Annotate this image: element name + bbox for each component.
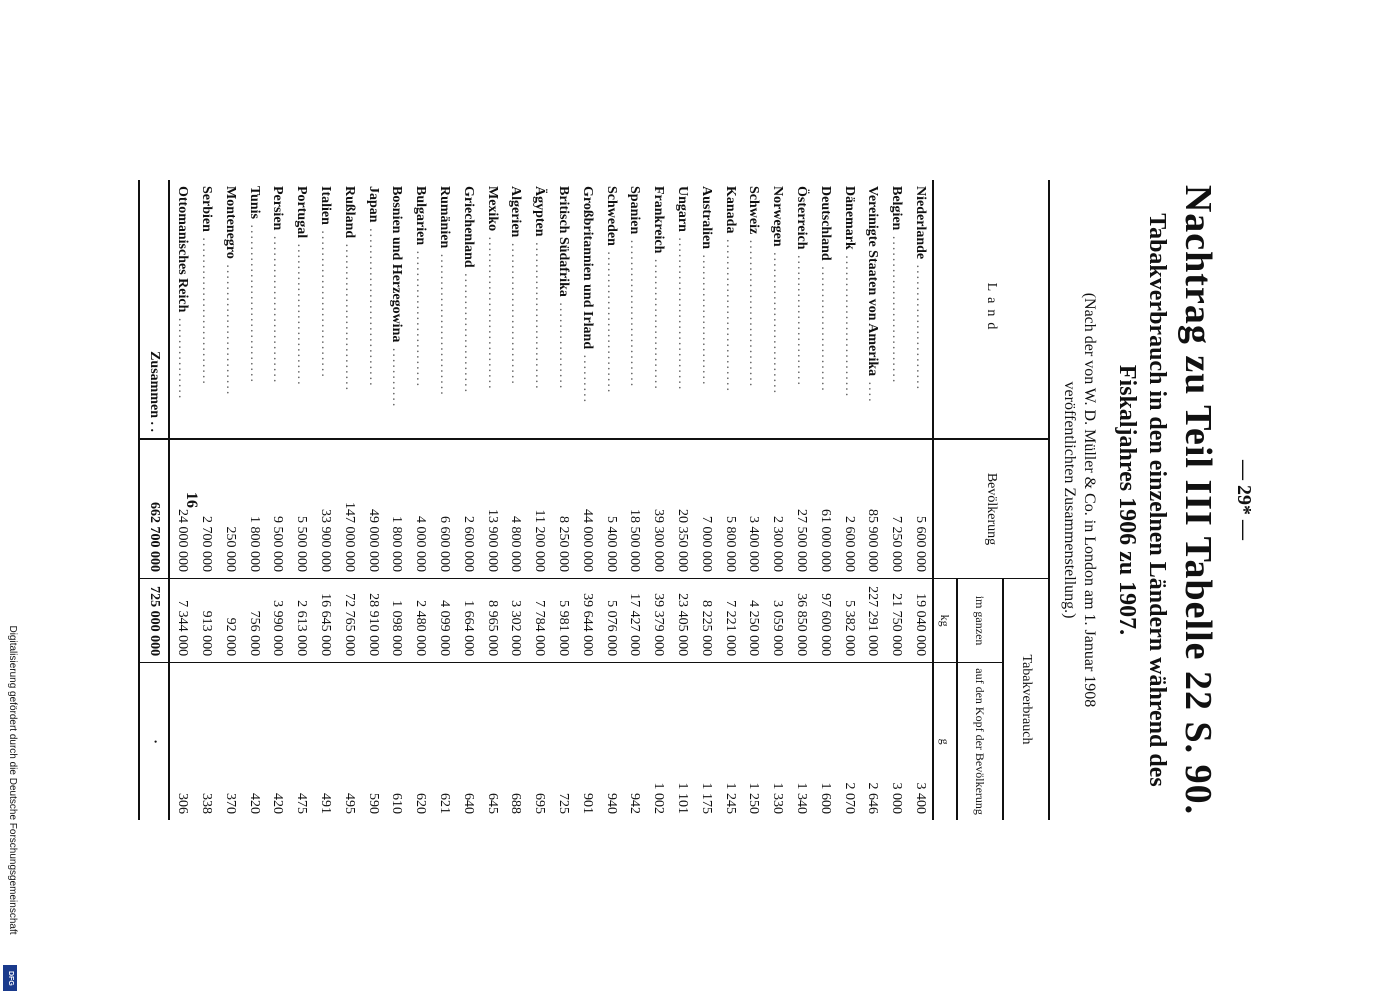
leader-dots: ........................... xyxy=(746,234,762,389)
cell-bevoelkerung: 5 800 000 xyxy=(718,439,742,579)
cell-bevoelkerung: 5 600 000 xyxy=(908,439,933,579)
cell-total: 7 221 000 xyxy=(718,579,742,663)
cell-total: 2 613 000 xyxy=(289,579,313,663)
subtitle-line-1: Tabakverbrauch in den einzelnen Ländern während des xyxy=(1144,213,1170,787)
cell-bevoelkerung: 33 900 000 xyxy=(313,439,337,579)
cell-land xyxy=(908,180,933,439)
cell-land xyxy=(337,180,361,439)
country-name: Persien xyxy=(270,186,286,231)
country-name: Serbien xyxy=(199,186,215,232)
leader-dots: ............................. xyxy=(365,222,381,388)
cell-kopf: 1 002 xyxy=(646,663,670,820)
digitization-note: Digitalisierung gefördert durch die Deutsche Forschungsgemeinschaft xyxy=(7,625,18,935)
cell-bevoelkerung: 1 800 000 xyxy=(242,439,266,579)
leader-dots: ........................... xyxy=(627,234,643,389)
header-pro-kopf: auf den Kopf der Bevölkerung xyxy=(957,663,1003,820)
cell-total: 3 059 000 xyxy=(765,579,789,663)
cell-land xyxy=(385,180,409,439)
cell-kopf: 901 xyxy=(575,663,599,820)
cell-kopf: 495 xyxy=(337,663,361,820)
cell-total: 913 000 xyxy=(194,579,218,663)
table-row xyxy=(242,180,266,820)
table-row xyxy=(218,180,242,820)
cell-bevoelkerung: 24 000 000 xyxy=(170,439,195,579)
leader-dots: ............................ xyxy=(675,231,691,392)
country-name: Vereinigte Staaten von Amerika xyxy=(865,186,881,377)
sum-row xyxy=(140,180,170,820)
sum-label: Zusammen . . xyxy=(140,180,170,439)
sum-bevoelkerung: 662 700 000 xyxy=(140,439,170,579)
cell-bevoelkerung: 7 000 000 xyxy=(694,439,718,579)
cell-bevoelkerung: 4 800 000 xyxy=(504,439,528,579)
cell-total: 5 981 000 xyxy=(551,579,575,663)
table-row xyxy=(837,180,861,820)
country-name: Schweiz xyxy=(746,186,762,235)
country-name: Australien xyxy=(698,186,714,249)
cell-kopf: 1 175 xyxy=(694,663,718,820)
cell-total: 39 379 000 xyxy=(646,579,670,663)
country-name: Japan xyxy=(365,186,381,223)
cell-bevoelkerung: 5 400 000 xyxy=(599,439,623,579)
cell-land xyxy=(861,180,885,439)
cell-land xyxy=(361,180,385,439)
cell-bevoelkerung: 2 600 000 xyxy=(456,439,480,579)
table-row xyxy=(504,180,528,820)
cell-kopf: 420 xyxy=(242,663,266,820)
cell-land xyxy=(266,180,290,439)
cell-kopf: 1 600 xyxy=(813,663,837,820)
cell-kopf: 475 xyxy=(289,663,313,820)
source-note-line-2: veröffentlichten Zusammenstellung.) xyxy=(1061,381,1078,619)
cell-bevoelkerung: 13 900 000 xyxy=(480,439,504,579)
table-row xyxy=(575,180,599,820)
cell-bevoelkerung: 7 250 000 xyxy=(884,439,908,579)
cell-total: 16 645 000 xyxy=(313,579,337,663)
cell-land xyxy=(670,180,694,439)
leader-dots: ....................... xyxy=(817,260,833,393)
cell-kopf: 370 xyxy=(218,663,242,820)
leader-dots: ........................... xyxy=(532,236,548,391)
cell-kopf: 688 xyxy=(504,663,528,820)
country-name: Bosnien und Herzegowina xyxy=(389,186,405,343)
rotated-page xyxy=(80,0,1310,1000)
table-row xyxy=(313,180,337,820)
cell-kopf: 940 xyxy=(599,663,623,820)
cell-land xyxy=(551,180,575,439)
leader-dots: ....................... xyxy=(913,259,928,392)
country-name: Britisch Südafrika xyxy=(556,186,572,297)
country-name: Ungarn xyxy=(675,186,691,232)
country-name: Großbritannien und Irland xyxy=(579,186,595,350)
leader-dots: ........................... xyxy=(270,230,286,385)
cell-total: 36 850 000 xyxy=(789,579,813,663)
cell-total: 5 382 000 xyxy=(837,579,861,663)
table-row xyxy=(551,180,575,820)
cell-bevoelkerung: 5 500 000 xyxy=(289,439,313,579)
table-row xyxy=(646,180,670,820)
cell-bevoelkerung: 4 000 000 xyxy=(408,439,432,579)
table-header xyxy=(933,180,1049,820)
sum-kopf: · xyxy=(140,663,170,820)
cell-total: 72 765 000 xyxy=(337,579,361,663)
country-name: Ottomanisches Reich xyxy=(175,186,191,313)
leader-dots: ........... xyxy=(389,342,405,409)
digitization-strip xyxy=(0,0,24,1000)
table-row xyxy=(884,180,908,820)
table-row xyxy=(432,180,456,820)
country-name: Mexiko xyxy=(484,186,500,232)
footer-page-number: 16 xyxy=(183,492,200,508)
leader-dots: .......................... xyxy=(770,246,786,396)
table-row xyxy=(361,180,385,820)
cell-total: 21 750 000 xyxy=(884,579,908,663)
cell-kopf: 1 250 xyxy=(742,663,766,820)
cell-total: 3 990 000 xyxy=(266,579,290,663)
country-name: Spanien xyxy=(627,186,643,235)
cell-kopf: 1 330 xyxy=(765,663,789,820)
country-name: Tunis xyxy=(246,186,262,219)
subtitle-line-2: Fiskaljahres 1906 zu 1907. xyxy=(1114,364,1140,636)
cell-bevoelkerung: 147 000 000 xyxy=(337,439,361,579)
cell-total: 17 427 000 xyxy=(623,579,647,663)
cell-total: 97 600 000 xyxy=(813,579,837,663)
table-row xyxy=(289,180,313,820)
cell-total: 4 250 000 xyxy=(742,579,766,663)
page-title: Nachtrag zu Teil III Tabelle 22 S. 90. xyxy=(1177,184,1219,816)
cell-bevoelkerung: 85 900 000 xyxy=(861,439,885,579)
cell-total: 23 405 000 xyxy=(670,579,694,663)
leader-dots: ........................ xyxy=(222,258,238,397)
country-name: Norwegen xyxy=(770,186,786,247)
cell-kopf: 2 646 xyxy=(861,663,885,820)
cell-total: 2 480 000 xyxy=(408,579,432,663)
header-tabakverbrauch: Tabakverbrauch xyxy=(1003,579,1049,821)
country-name: Rumänien xyxy=(437,186,453,249)
cell-land xyxy=(408,180,432,439)
leader-dots: ........................ xyxy=(651,253,667,391)
leader-dots: ............................. xyxy=(246,218,262,384)
cell-bevoelkerung: 44 000 000 xyxy=(575,439,599,579)
cell-bevoelkerung: 3 400 000 xyxy=(742,439,766,579)
leader-dots: .......................... xyxy=(603,245,619,395)
country-name: Dänemark xyxy=(841,186,857,250)
cell-bevoelkerung: 250 000 xyxy=(218,439,242,579)
country-name: Italien xyxy=(318,186,334,225)
cell-total: 39 644 000 xyxy=(575,579,599,663)
cell-bevoelkerung: 11 200 000 xyxy=(527,439,551,579)
cell-kopf: 645 xyxy=(480,663,504,820)
source-note-line-1: (Nach der von W. D. Müller & Co. in London am 1. Januar 1908 xyxy=(1081,292,1098,708)
leader-dots: .......................... xyxy=(841,249,857,399)
data-table xyxy=(139,180,1051,820)
cell-bevoelkerung: 49 000 000 xyxy=(361,439,385,579)
cell-bevoelkerung: 9 500 000 xyxy=(266,439,290,579)
table-body xyxy=(170,180,934,820)
cell-total: 227 291 000 xyxy=(861,579,885,663)
cell-bevoelkerung: 20 350 000 xyxy=(670,439,694,579)
cell-bevoelkerung: 1 800 000 xyxy=(385,439,409,579)
country-name: Montenegro xyxy=(222,186,238,259)
cell-kopf: 640 xyxy=(456,663,480,820)
cell-total: 28 910 000 xyxy=(361,579,385,663)
cell-kopf: 420 xyxy=(266,663,290,820)
cell-kopf: 610 xyxy=(385,663,409,820)
cell-total: 19 040 000 xyxy=(908,579,933,663)
table-row xyxy=(670,180,694,820)
cell-kopf: 3 400 xyxy=(908,663,933,820)
header-bevoelkerung: Bevölkerung xyxy=(933,439,1049,579)
table-row xyxy=(456,180,480,820)
cell-land xyxy=(456,180,480,439)
cell-total: 92 000 xyxy=(218,579,242,663)
table-row xyxy=(813,180,837,820)
cell-bevoelkerung: 18 500 000 xyxy=(623,439,647,579)
country-name: Österreich xyxy=(794,186,810,250)
table-row xyxy=(337,180,361,820)
cell-kopf: 1 101 xyxy=(670,663,694,820)
leader-dots: .......................... xyxy=(508,237,524,386)
table-row xyxy=(861,180,885,820)
dfg-logo-text: DFG xyxy=(7,971,14,986)
cell-bevoelkerung: 2 600 000 xyxy=(837,439,861,579)
cell-land xyxy=(623,180,647,439)
country-name: Frankreich xyxy=(651,186,667,254)
page-number: — 29* — xyxy=(1233,460,1255,540)
table-row xyxy=(599,180,623,820)
cell-kopf: 1 245 xyxy=(718,663,742,820)
leader-dots: .... xyxy=(865,376,881,404)
table-row xyxy=(266,180,290,820)
header-land: Land xyxy=(933,180,1049,439)
table-footer xyxy=(140,180,170,820)
cell-land xyxy=(218,180,242,439)
cell-total: 4 099 000 xyxy=(432,579,456,663)
cell-total: 5 076 000 xyxy=(599,579,623,663)
country-name: Kanada xyxy=(722,186,738,234)
cell-land xyxy=(884,180,908,439)
cell-land xyxy=(694,180,718,439)
country-name: Schweden xyxy=(603,186,619,246)
cell-land xyxy=(837,180,861,439)
cell-land xyxy=(432,180,456,439)
leader-dots: ........................... xyxy=(341,238,357,393)
leader-dots: ........................... xyxy=(199,231,215,386)
cell-total: 756 000 xyxy=(242,579,266,663)
cell-land xyxy=(289,180,313,439)
cell-bevoelkerung: 61 000 000 xyxy=(813,439,837,579)
table-row xyxy=(480,180,504,820)
table-row xyxy=(385,180,409,820)
dfg-logo xyxy=(3,965,17,991)
cell-kopf: 3 000 xyxy=(884,663,908,820)
cell-land xyxy=(718,180,742,439)
header-im-ganzen: im ganzen xyxy=(957,579,1003,663)
cell-bevoelkerung: 8 250 000 xyxy=(551,439,575,579)
cell-land xyxy=(480,180,504,439)
leader-dots: ......... xyxy=(579,349,595,405)
cell-total: 8 965 000 xyxy=(480,579,504,663)
cell-land xyxy=(504,180,528,439)
cell-kopf: 942 xyxy=(623,663,647,820)
cell-kopf: 725 xyxy=(551,663,575,820)
cell-kopf: 590 xyxy=(361,663,385,820)
leader-dots: .......................... xyxy=(437,248,453,397)
cell-total: 7 784 000 xyxy=(527,579,551,663)
country-name: Belgien xyxy=(889,186,905,231)
cell-land xyxy=(789,180,813,439)
table-row xyxy=(789,180,813,820)
leader-dots: ........................... xyxy=(318,224,334,379)
country-name: Griechenland xyxy=(460,186,476,268)
country-name: Portugal xyxy=(294,186,310,239)
cell-total: 7 344 000 xyxy=(170,579,195,663)
table-row xyxy=(908,180,933,820)
cell-kopf: 620 xyxy=(408,663,432,820)
cell-total: 3 302 000 xyxy=(504,579,528,663)
cell-land xyxy=(527,180,551,439)
leader-dots: ........................... xyxy=(889,230,905,385)
country-name: Rußland xyxy=(341,186,357,239)
cell-total: 1 098 000 xyxy=(385,579,409,663)
country-name: Ägypten xyxy=(532,186,548,237)
cell-land xyxy=(646,180,670,439)
leader-dots: ........................ xyxy=(698,249,714,387)
table-row xyxy=(623,180,647,820)
cell-land xyxy=(242,180,266,439)
country-name: Algerien xyxy=(508,186,524,238)
cell-kopf: 306 xyxy=(170,663,195,820)
leader-dots: ................ xyxy=(556,296,572,391)
cell-bevoelkerung: 2 700 000 xyxy=(194,439,218,579)
header-unit-g: g xyxy=(933,663,957,820)
tobacco-table xyxy=(139,180,1051,820)
table-row xyxy=(527,180,551,820)
leader-dots: ............................ xyxy=(722,233,738,393)
cell-kopf: 1 340 xyxy=(789,663,813,820)
cell-bevoelkerung: 6 600 000 xyxy=(432,439,456,579)
table-row xyxy=(742,180,766,820)
table-row xyxy=(765,180,789,820)
cell-land xyxy=(765,180,789,439)
cell-bevoelkerung: 39 300 000 xyxy=(646,439,670,579)
leader-dots: ............................ xyxy=(484,231,500,391)
table-row xyxy=(408,180,432,820)
header-unit-kg: kg xyxy=(933,579,957,663)
country-name: Niederlande xyxy=(913,186,928,260)
cell-land xyxy=(599,180,623,439)
leader-dots: ...................... xyxy=(460,267,476,395)
cell-land xyxy=(742,180,766,439)
cell-bevoelkerung: 27 500 000 xyxy=(789,439,813,579)
cell-kopf: 2 070 xyxy=(837,663,861,820)
country-name: Bulgarien xyxy=(413,186,429,246)
table-row xyxy=(694,180,718,820)
cell-kopf: 621 xyxy=(432,663,456,820)
leader-dots: ........................ xyxy=(794,249,810,387)
cell-total: 8 225 000 xyxy=(694,579,718,663)
leader-dots: ......................... xyxy=(413,245,429,389)
cell-kopf: 491 xyxy=(313,663,337,820)
table-row xyxy=(718,180,742,820)
cell-kopf: 338 xyxy=(194,663,218,820)
leader-dots: .......................... xyxy=(294,238,310,387)
leader-dots: ............... xyxy=(175,312,191,401)
cell-land xyxy=(813,180,837,439)
sum-total: 725 000 000 xyxy=(140,579,170,663)
cell-total: 1 664 000 xyxy=(456,579,480,663)
country-name: Deutschland xyxy=(817,186,833,261)
cell-bevoelkerung: 2 300 000 xyxy=(765,439,789,579)
cell-land xyxy=(575,180,599,439)
cell-land xyxy=(313,180,337,439)
cell-kopf: 695 xyxy=(527,663,551,820)
